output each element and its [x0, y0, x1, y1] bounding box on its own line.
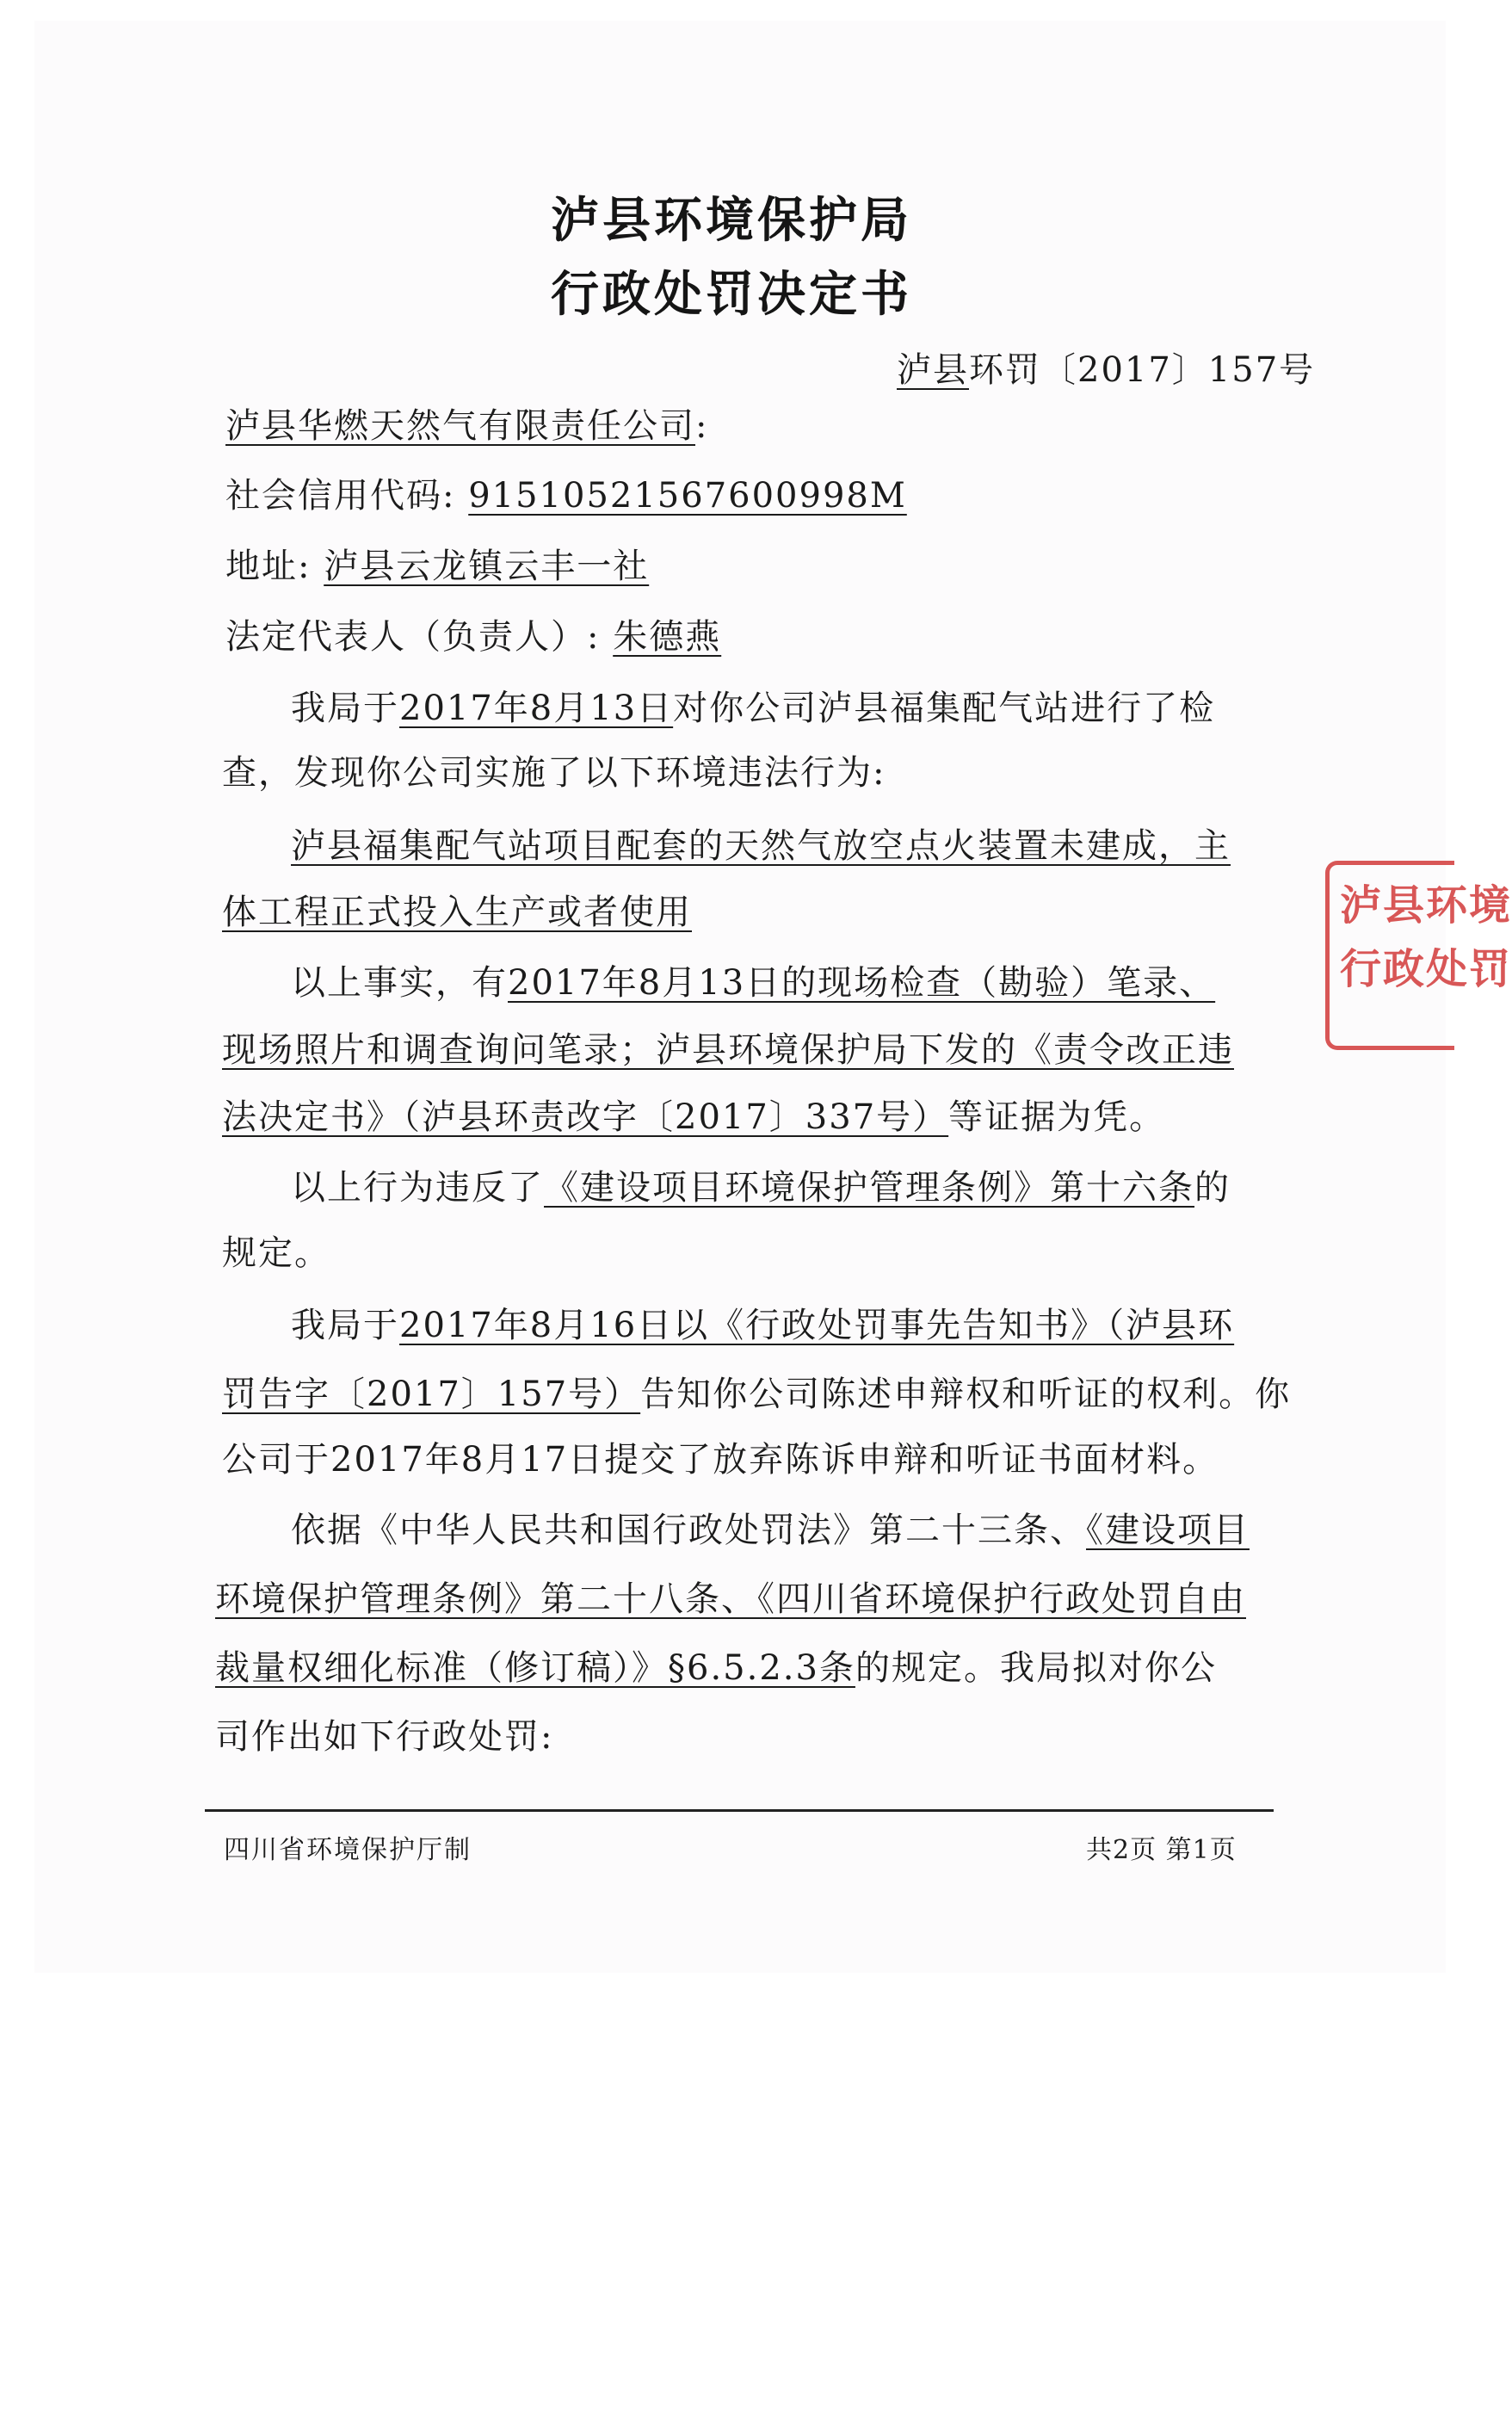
law-violated-line2: 规定。 [222, 1233, 330, 1273]
facts-text: 以上事实，有 [291, 963, 508, 1003]
paragraph-inspection-line2: 查，发现你公司实施了以下环境违法行为: [222, 753, 886, 793]
document-number-prefix: 泸县 [897, 350, 969, 390]
basis-line3 [215, 1644, 1217, 1692]
seal-line1: 泸县环境 [1340, 881, 1512, 930]
document-number-rest: 环罚〔2017〕157号 [969, 350, 1316, 390]
notice-line2 [222, 1370, 1291, 1418]
basis-law-start: 《建设项目 [1086, 1511, 1250, 1550]
inspection-date: 2017年8月13日 [399, 689, 674, 728]
notice-text: 我局于 [291, 1306, 399, 1345]
official-seal [1325, 861, 1512, 1050]
notice-doc-number: 罚告字〔2017〕157号） [222, 1375, 641, 1414]
legal-rep-line [225, 613, 721, 661]
violation-line1: 泸县福集配气站项目配套的天然气放空点火装置未建成，主 [291, 826, 1231, 866]
law-violated-line1 [291, 1164, 1231, 1212]
facts-conclusion: 等证据为凭。 [948, 1097, 1166, 1137]
facts-evidence-1: 2017年8月13日的现场检查（勘验）笔录、 [508, 963, 1216, 1003]
violation-line2: 体工程正式投入生产或者使用 [222, 893, 692, 932]
footer-page-info: 共2页 第1页 [1086, 1835, 1237, 1865]
seal-line2: 行政处罚 [1340, 945, 1512, 993]
address-value: 泸县云龙镇云丰一社 [324, 547, 650, 586]
credit-code-value: 9151052156760099​8M [468, 476, 907, 516]
paragraph-inspection-line1 [291, 684, 1215, 732]
law-text-end: 的 [1194, 1168, 1231, 1208]
title-agency: 泸县环境保护局 [551, 192, 912, 249]
basis-text: 依据《中华人民共和国行政处罚法》第二十三条、 [291, 1511, 1086, 1550]
facts-evidence-2: 法决定书》（泸县环责改字〔2017〕337号） [222, 1097, 949, 1137]
facts-line2: 现场照片和调查询问笔录；泸县环境保护局下发的《责令改正违 [222, 1030, 1234, 1070]
footer-issuer: 四川省环境保护厅制 [224, 1835, 472, 1865]
address-line [225, 542, 649, 590]
notice-line1 [291, 1301, 1234, 1350]
credit-code-line [225, 472, 907, 520]
notice-text-cont: 告知你公司陈述申辩权和听证的权利。你 [640, 1375, 1292, 1414]
party-name-suffix: : [695, 406, 709, 446]
basis-line1 [291, 1506, 1250, 1554]
inspection-text: 我局于 [291, 689, 399, 728]
basis-standard: 裁量权细化标准（修订稿）》§6.5.2.3条 [215, 1648, 855, 1688]
address-label: 地址: [225, 547, 312, 586]
footer-divider [205, 1809, 1274, 1812]
document-number [897, 343, 1315, 392]
notice-line3: 公司于2017年8月17日提交了放弃陈诉申辩和听证书面材料。 [222, 1440, 1219, 1480]
credit-code-label: 社会信用代码: [225, 476, 456, 516]
party-name-line [225, 402, 708, 450]
party-name: 泸县华燃天然气有限责任公司 [225, 406, 695, 446]
notice-doc: 2017年8月16日以《行政处罚事先告知书》（泸县环 [399, 1306, 1235, 1345]
law-text: 以上行为违反了 [291, 1168, 544, 1208]
inspection-text-cont: 对你公司泸县福集配气站进行了检 [673, 689, 1216, 728]
legal-rep-label: 法定代表人（负责人）: [225, 617, 601, 657]
facts-line3 [222, 1093, 1165, 1141]
legal-rep-value: 朱德燕 [613, 617, 722, 657]
law-cited: 《建设项目环境保护管理条例》第十六条 [544, 1168, 1194, 1208]
basis-line4: 司作出如下行政处罚: [215, 1717, 554, 1757]
facts-line1 [291, 959, 1215, 1007]
title-document-type: 行政处罚决定书 [551, 266, 912, 323]
basis-text-cont: 的规定。我局拟对你公 [855, 1648, 1217, 1688]
basis-line2: 环境保护管理条例》第二十八条、《四川省环境保护行政处罚自由 [215, 1579, 1246, 1619]
